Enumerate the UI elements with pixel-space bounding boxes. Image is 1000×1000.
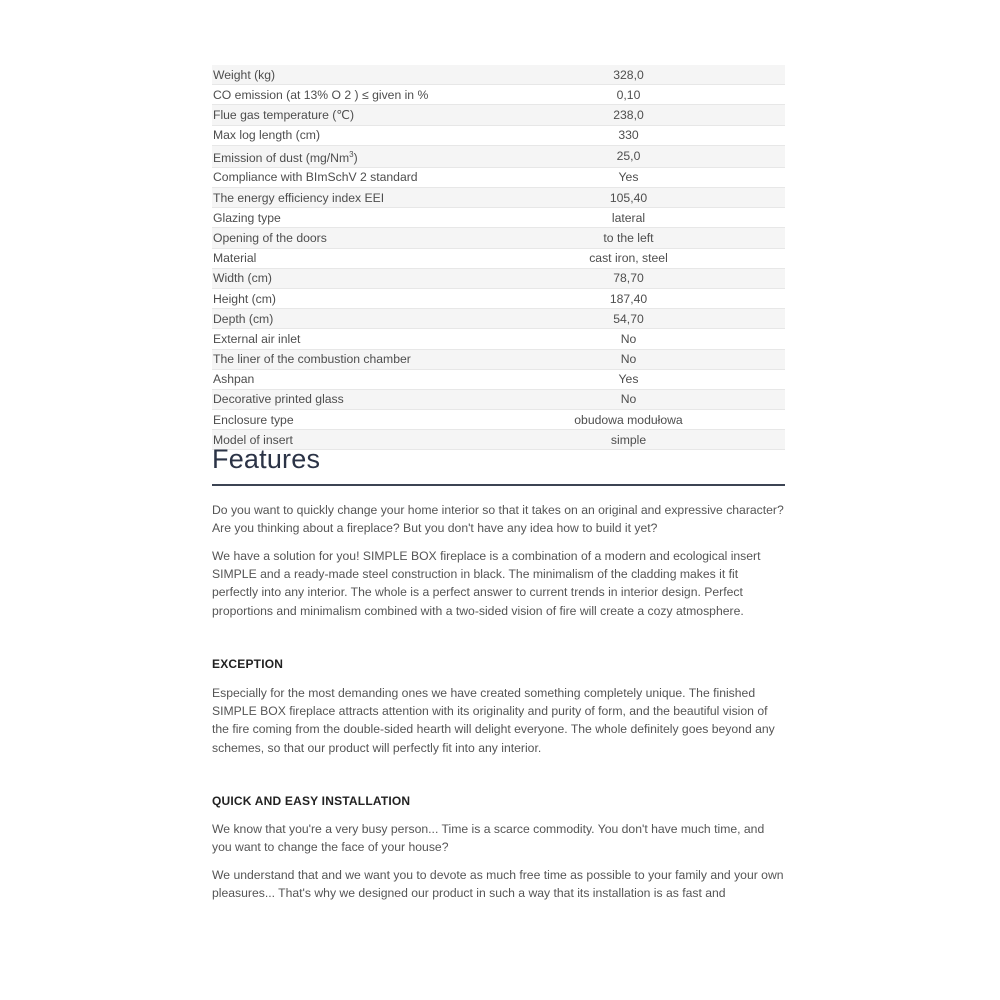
exception-heading: EXCEPTION [212, 657, 284, 671]
spec-value: 54,70 [471, 309, 785, 329]
spec-row [212, 349, 785, 369]
spec-row [212, 145, 785, 167]
spec-label: Max log length (cm) [212, 125, 471, 145]
spec-value: simple [471, 430, 785, 450]
spec-row [212, 125, 785, 145]
spec-value: 238,0 [471, 105, 785, 125]
spec-label: Enclosure type [212, 410, 471, 430]
spec-value: 187,40 [471, 288, 785, 308]
features-heading: Features [212, 444, 321, 474]
spec-label: CO emission (at 13% O 2 ) ≤ given in % [212, 85, 471, 105]
installation-paragraph-1: We know that you're a very busy person... Time is a scarce commodity. You don't have much time, and you want to change the face of your house? [212, 822, 765, 855]
spec-row [212, 309, 785, 329]
spec-value: 25,0 [471, 145, 785, 167]
spec-value: No [471, 329, 785, 349]
spec-label: The energy efficiency index EEI [212, 188, 471, 208]
spec-label: Flue gas temperature (℃) [212, 105, 471, 125]
spec-row [212, 188, 785, 208]
spec-row [212, 105, 785, 125]
installation-heading: QUICK AND EASY INSTALLATION [212, 794, 411, 808]
spec-label: Height (cm) [212, 288, 471, 308]
spec-value: to the left [471, 228, 785, 248]
spec-label: Glazing type [212, 208, 471, 228]
spec-label: Width (cm) [212, 268, 471, 288]
spec-value: 330 [471, 125, 785, 145]
spec-value: lateral [471, 208, 785, 228]
spec-label: The liner of the combustion chamber [212, 349, 471, 369]
spec-value: cast iron, steel [471, 248, 785, 268]
spec-label: Model of insert [212, 430, 471, 450]
spec-label: Material [212, 248, 471, 268]
spec-row [212, 65, 785, 85]
spec-row [212, 369, 785, 389]
spec-value: obudowa modułowa [471, 410, 785, 430]
spec-value: 328,0 [471, 65, 785, 85]
spec-row [212, 167, 785, 187]
specifications-table [212, 65, 785, 450]
features-heading-underline [212, 484, 785, 486]
spec-value: No [471, 389, 785, 409]
spec-row [212, 410, 785, 430]
features-intro-paragraph-1: Do you want to quickly change your home interior so that it takes on an original and expressive character? Are you thinking about a fireplace? But you don't have any idea how to build it yet? [212, 503, 784, 536]
exception-paragraph: Especially for the most demanding ones we have created something completely unique. The finished SIMPLE BOX fireplace attracts attention with its originality and purity of form, and the beautiful vision of the fire coming from the double-sided hearth will delight everyone. The whole definitely goes beyond any schemes, so that our product will perfectly fit into any interior. [212, 686, 775, 755]
spec-row [212, 268, 785, 288]
spec-label: Ashpan [212, 369, 471, 389]
features-intro-paragraph-2: We have a solution for you! SIMPLE BOX fireplace is a combination of a modern and ecological insert SIMPLE and a ready-made steel construction in black. The minimalism of the cladding makes it fit perfectly into any interior. The whole is a perfect answer to current trends in interior design. Perfect proportions and minimalism combined with a two-sided vision of fire will create a cozy atmosphere. [212, 549, 761, 618]
spec-row [212, 248, 785, 268]
spec-value: 105,40 [471, 188, 785, 208]
spec-label: Decorative printed glass [212, 389, 471, 409]
spec-label: Compliance with BImSchV 2 standard [212, 167, 471, 187]
spec-row [212, 329, 785, 349]
spec-row [212, 228, 785, 248]
spec-value: Yes [471, 369, 785, 389]
spec-row [212, 208, 785, 228]
installation-paragraph-2: We understand that and we want you to devote as much free time as possible to your family and your own pleasures... That's why we designed our product in such a way that its installation is as fast and [212, 868, 784, 901]
spec-label: External air inlet [212, 329, 471, 349]
spec-label: Weight (kg) [212, 65, 471, 85]
spec-value: Yes [471, 167, 785, 187]
spec-row [212, 288, 785, 308]
spec-row [212, 389, 785, 409]
spec-value: 0,10 [471, 85, 785, 105]
spec-label: Opening of the doors [212, 228, 471, 248]
spec-value: 78,70 [471, 268, 785, 288]
spec-label: Depth (cm) [212, 309, 471, 329]
spec-row [212, 85, 785, 105]
spec-value: No [471, 349, 785, 369]
spec-label: Emission of dust (mg/Nm$^3$) [212, 145, 471, 167]
